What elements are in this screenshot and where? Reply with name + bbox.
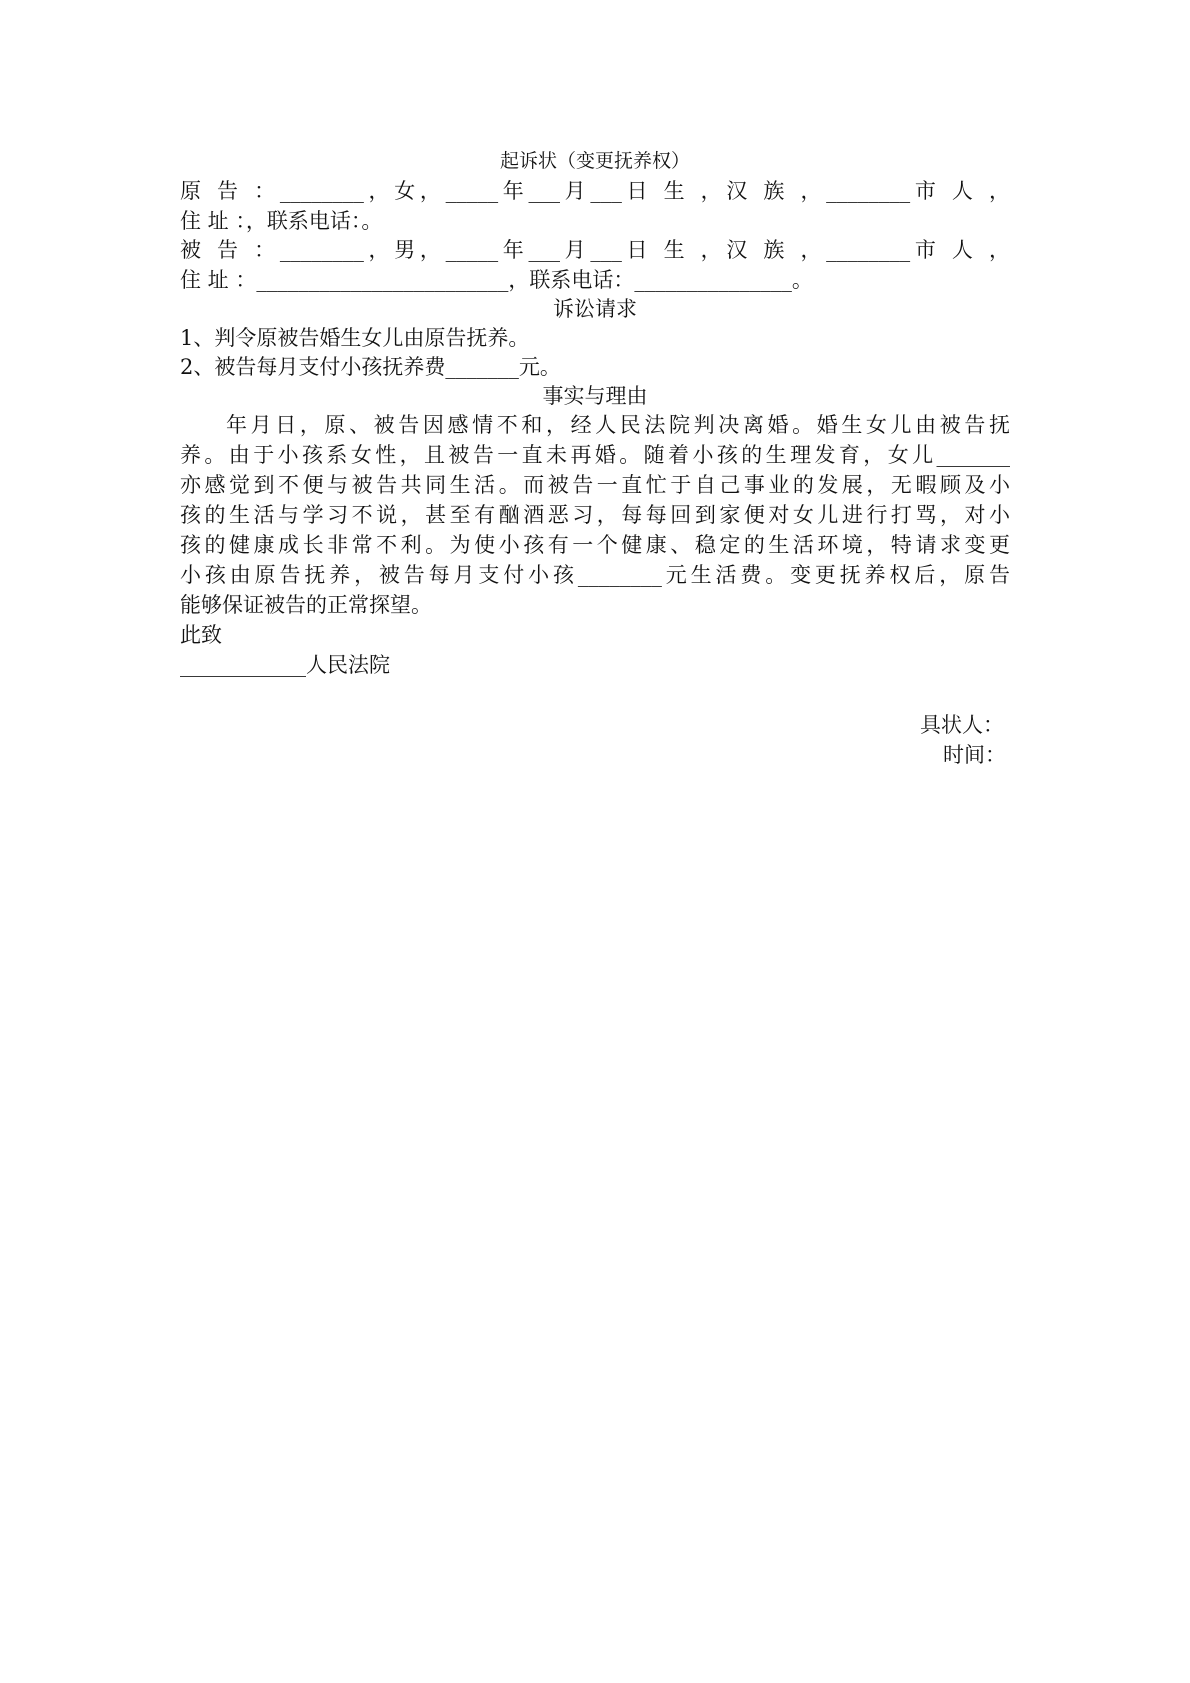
- signer-label: 具状人：: [920, 713, 1004, 737]
- facts-line: 孩的生活与学习不说，甚至有酗酒恶习，每每回到家便对女儿进行打骂，对小: [180, 503, 1010, 527]
- facts-line: 小孩由原告抚养，被告每月支付小孩________元生活费。变更抚养权后，原告: [180, 563, 1010, 587]
- facts-line: 养。由于小孩系女性，且被告一直未再婚。随着小孩的生理发育，女儿_______: [180, 443, 1010, 467]
- plaintiff-line-1: 原 告 ：________，女，_____年___月___日 生 ，汉 族 ，________市 人 ，: [180, 179, 1010, 203]
- document-title: 起诉状（变更抚养权）: [499, 150, 690, 172]
- defendant-line-2: 住 址 ：________________________，联系电话：_______________。: [180, 268, 813, 292]
- plaintiff-line-2: 住 址 ：，联系电话：。: [180, 209, 383, 233]
- claim-item: 1、判令原被告婚生女儿由原告抚养。: [180, 326, 530, 350]
- claims-heading: 诉讼请求: [553, 297, 637, 321]
- facts-line: 年月日，原、被告因感情不和，经人民法院判决离婚。婚生女儿由被告抚: [226, 413, 1010, 437]
- claim-item: 2、被告每月支付小孩抚养费_______元。: [180, 355, 561, 379]
- facts-line: 亦感觉到不便与被告共同生活。而被告一直忙于自己事业的发展，无暇顾及小: [180, 473, 1010, 497]
- closing-text: 此致: [180, 623, 222, 647]
- court-name: ____________人民法院: [180, 653, 390, 677]
- facts-line: 能够保证被告的正常探望。: [180, 593, 432, 617]
- date-label: 时间：: [943, 743, 1006, 767]
- facts-heading: 事实与理由: [542, 384, 648, 408]
- defendant-line-1: 被 告 ：________，男，_____年___月___日 生 ，汉 族 ，________市 人 ，: [180, 238, 1010, 262]
- facts-line: 孩的健康成长非常不利。为使小孩有一个健康、稳定的生活环境，特请求变更: [180, 533, 1010, 557]
